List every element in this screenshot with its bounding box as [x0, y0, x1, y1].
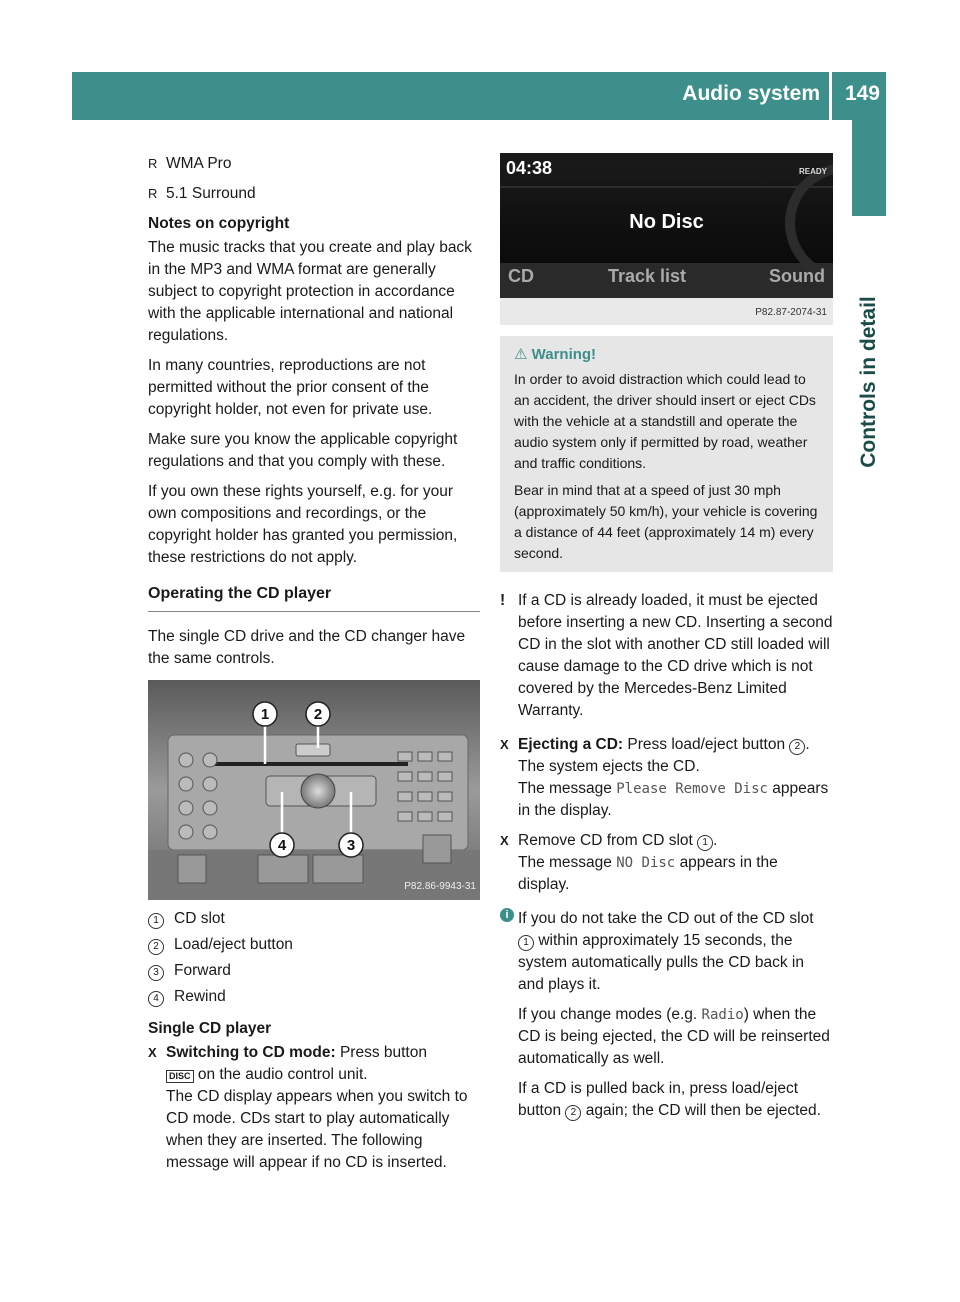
no-disc-message: NO Disc: [616, 855, 676, 871]
menu-cd[interactable]: CD: [508, 266, 534, 286]
callout-1: 1: [260, 706, 270, 723]
cd-display-figure: [500, 153, 833, 325]
info-icon: i: [500, 908, 514, 922]
side-tab-block: [852, 120, 886, 216]
page-header: [72, 72, 886, 120]
display-time: 04:38: [506, 158, 553, 178]
cd-player-figure: [148, 680, 480, 900]
paragraph: Make sure you know the applicable copyright regulations and that you comply with these.: [148, 431, 458, 470]
display-figure-code: P82.87-2074-31: [755, 307, 827, 318]
menu-track-list[interactable]: Track list: [608, 266, 687, 286]
caution-note: ! If a CD is already loaded, it must be ejected before inserting a new CD. Inserting a second CD in the slot with another CD still loaded will cause damage to the CD drive which is not covered by the Mercedes-Benz Limited Warranty.: [500, 592, 833, 719]
step-eject-cd: X Ejecting a CD: Press load/eject button 2 . The system ejects the CD. The message Please Remove Disc appears in the display.: [500, 734, 833, 822]
radio-mode: Radio: [701, 1007, 744, 1023]
disc-key-icon: DISC: [166, 1070, 194, 1083]
paragraph: In many countries, reproductions are not permitted without the prior consent of the copyright holder, not even for private use.: [148, 357, 433, 418]
warning-text: Bear in mind that at a speed of just 30 mph (approximately 50 km/h), your vehicle is covering a distance of 44 feet (approximately 14 m) every second.: [514, 482, 818, 561]
warning-box: [500, 336, 833, 572]
figure-legend: [148, 908, 480, 1008]
figure-code: P82.86-9943-31: [404, 881, 476, 892]
bullet-item: R 5.1 Surround: [148, 183, 480, 205]
paragraph: If you own these rights yourself, e.g. for your own compositions and recordings, or the copyright holder has granted you permission, these restrictions do not apply.: [148, 483, 458, 566]
callout-2: 2: [313, 706, 323, 723]
side-tab-label: Controls in detail: [857, 296, 880, 468]
left-column: [148, 153, 480, 1182]
eject-message: Please Remove Disc: [616, 781, 768, 797]
legend-item: 4 Rewind: [148, 986, 480, 1008]
paragraph: The music tracks that you create and play back in the MP3 and WMA format are generally subject to copyright protection in accordance with the applicable international and national regulations.: [148, 239, 472, 344]
copyright-heading: Notes on copyright: [148, 215, 290, 232]
header-separator: [829, 72, 832, 120]
step-remove-cd: X Remove CD from CD slot 1 . The message NO Disc appears in the display.: [500, 830, 833, 896]
header-title: Audio system: [682, 82, 820, 105]
single-cd-heading: Single CD player: [148, 1020, 272, 1037]
step-switch-cd-mode: X Switching to CD mode: Press button DISC on the audio control unit. The CD display appears when you switch to CD mode. CDs start to play automatically when they are inserted. The following message will appear if no CD is inserted.: [148, 1042, 480, 1174]
info-note: i If you do not take the CD out of the CD slot 1 within approximately 15 seconds, the system automatically pulls the CD back in and plays it. If you change modes (e.g. Radio) when the CD is being ejected, the CD will be reinserted automatically as well. If a CD is pulled back in, press load/eject button 2 again; the CD will then be ejected.: [500, 908, 833, 1122]
right-column: [500, 336, 833, 1130]
control-panel-image: [148, 680, 480, 900]
callout-4: 4: [277, 837, 287, 854]
menu-sound[interactable]: Sound: [769, 266, 825, 286]
legend-item: 3 Forward: [148, 960, 480, 982]
bullet-item: R WMA Pro: [148, 153, 480, 175]
section-title: Operating the CD player: [148, 583, 480, 612]
legend-item: 2 Load/eject button: [148, 934, 480, 956]
side-tab: [852, 120, 886, 1180]
callout-3: 3: [346, 837, 356, 854]
legend-item: 1 CD slot: [148, 908, 480, 930]
display-status: READY: [798, 167, 827, 176]
warning-text: In order to avoid distraction which could lead to an accident, the driver should insert or eject CDs with the vehicle at a standstill and operate the audio system only if permitted by road, weather and traffic conditions.: [514, 371, 816, 471]
warning-title: ⚠ Warning!: [514, 346, 597, 363]
display-message: No Disc: [629, 211, 704, 233]
warning-icon: ⚠: [514, 346, 528, 363]
caution-icon: !: [500, 592, 506, 609]
section-intro: The single CD drive and the CD changer have the same controls.: [148, 628, 466, 667]
page-number: 149: [844, 82, 880, 105]
